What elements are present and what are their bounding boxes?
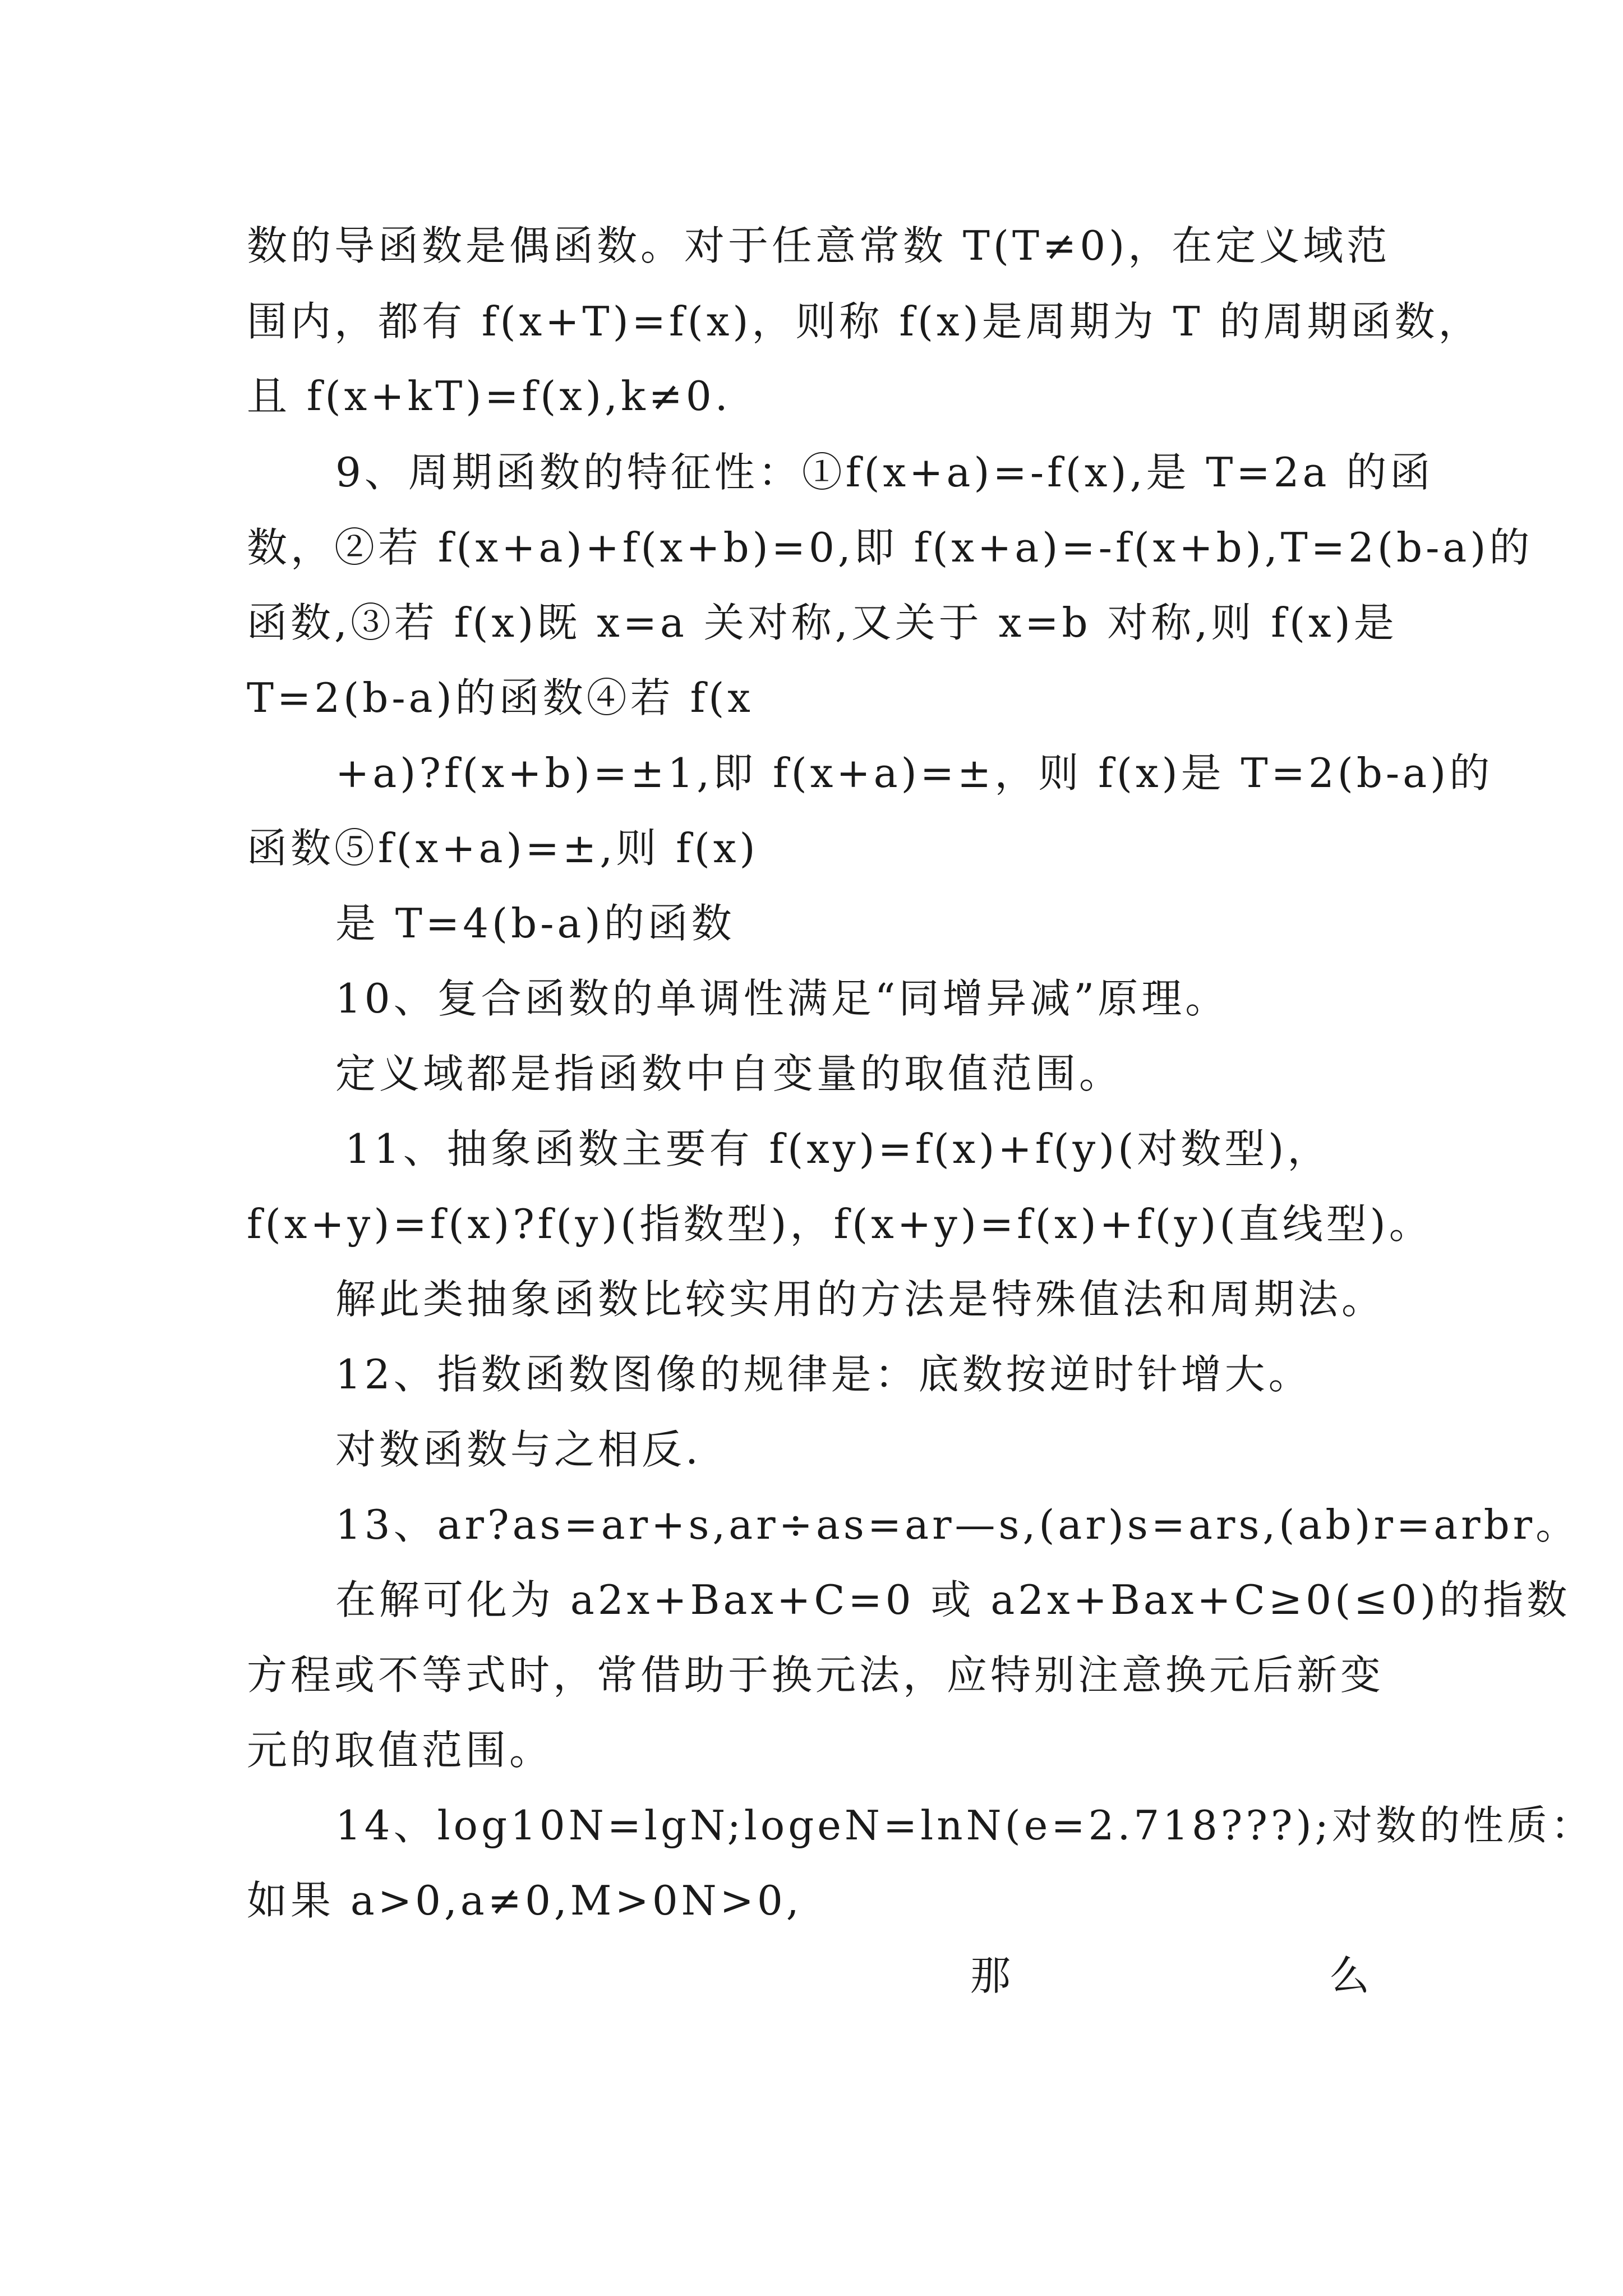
text-line: 数的导函数是偶函数。对于任意常数 T(T≠0)，在定义域范 [247, 222, 1391, 269]
text-line: 解此类抽象函数比较实用的方法是特殊值法和周期法。 [335, 1276, 1386, 1323]
text-line: 在解可化为 a2x+Bax+C=0 或 a2x+Bax+C≥0(≤0)的指数 [335, 1576, 1571, 1623]
text-line: 函数,③若 f(x)既 x=a 关对称,又关于 x=b 对称,则 f(x)是 [247, 599, 1398, 646]
text-line: T=2(b-a)的函数④若 f(x [247, 674, 754, 721]
text-line: 对数函数与之相反. [335, 1426, 702, 1473]
text-line: 14、log10N=lgN;logeN=lnN(e=2.718???);对数的性质： [335, 1802, 1594, 1849]
text-line: 如果 a>0,a≠0,M>0N>0, [247, 1877, 803, 1924]
text-line: +a)?f(x+b)=±1,即 f(x+a)=±，则 f(x)是 T=2(b-a)的 [335, 749, 1493, 797]
split-word-right: 么 [1329, 1952, 1373, 1999]
text-line: 方程或不等式时，常借助于换元法，应特别注意换元后新变 [247, 1651, 1385, 1699]
text-line: 围内，都有 f(x+T)=f(x)，则称 f(x)是周期为 T 的周期函数， [247, 298, 1482, 345]
text-line: 9、周期函数的特征性：①f(x+a)=-f(x),是 T=2a 的函 [335, 449, 1434, 496]
text-line: 10、复合函数的单调性满足“同增异减”原理。 [335, 975, 1229, 1022]
text-line: f(x+y)=f(x)?f(y)(指数型)，f(x+y)=f(x)+f(y)(直线型)。 [247, 1200, 1433, 1248]
text-line: 且 f(x+kT)=f(x),k≠0. [247, 372, 731, 420]
text-line: 13、ar?as=ar+s,ar÷as=ar—s,(ar)s=ars,(ab)r=arbr。 [335, 1501, 1580, 1548]
text-line: 定义域都是指函数中自变量的取值范围。 [335, 1050, 1123, 1097]
text-line: 12、指数函数图像的规律是：底数按逆时针增大。 [335, 1351, 1312, 1398]
split-word-left: 那 [970, 1952, 1015, 1999]
text-line: 元的取值范围。 [247, 1727, 554, 1774]
text-line: 数，②若 f(x+a)+f(x+b)=0,即 f(x+a)=-f(x+b),T=2(b-a)的 [247, 524, 1533, 571]
text-line: 函数⑤f(x+a)=±,则 f(x) [247, 825, 759, 872]
text-line: 是 T=4(b-a)的函数 [335, 900, 735, 947]
text-line: 11、抽象函数主要有 f(xy)=f(x)+f(y)(对数型)， [345, 1125, 1331, 1172]
